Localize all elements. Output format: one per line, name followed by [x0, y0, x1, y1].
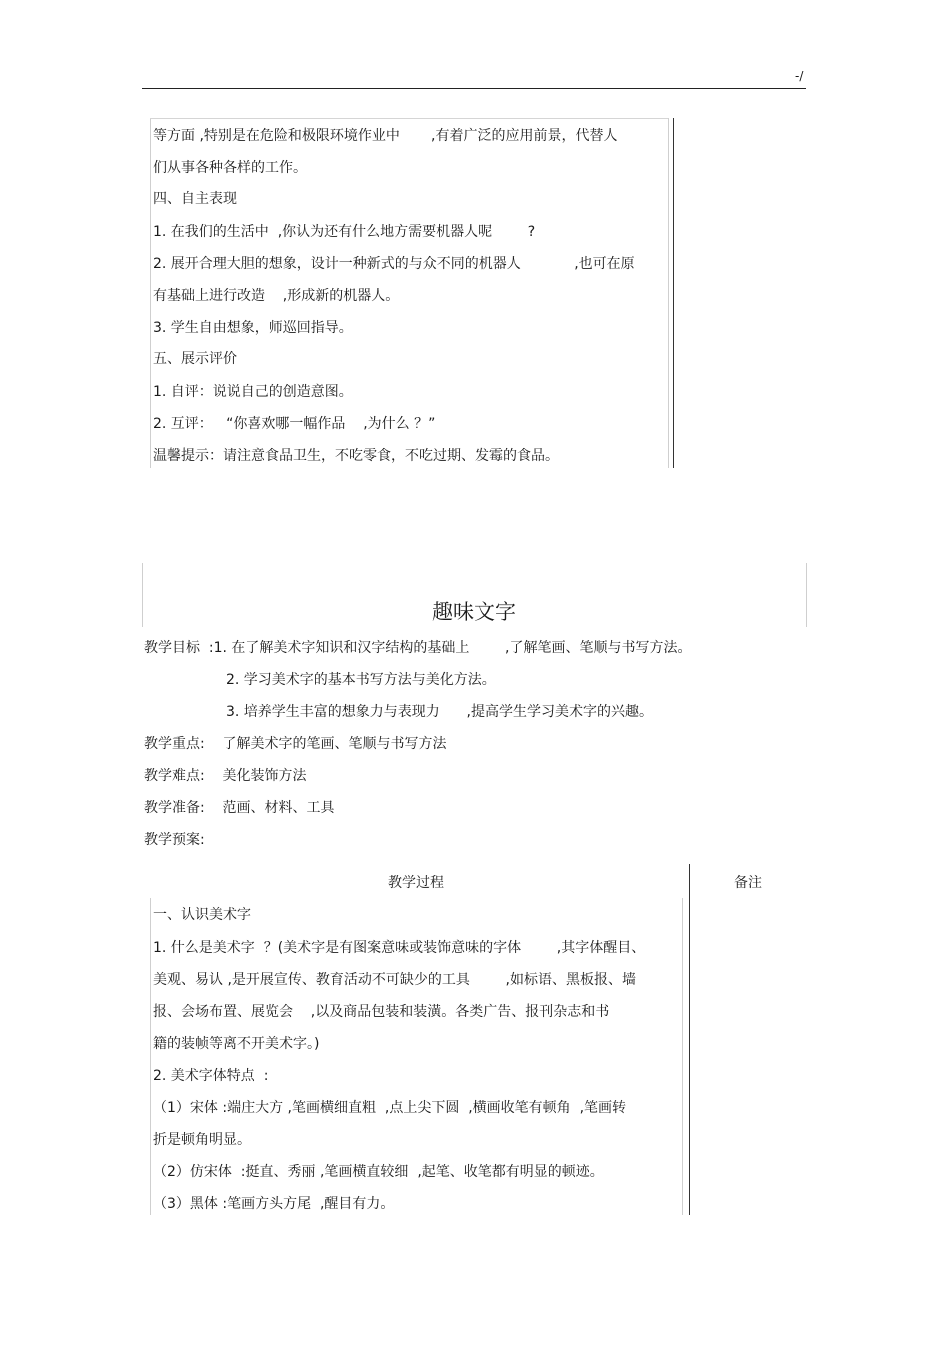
- text-line: 等方面 ,特别是在危险和极限环境作业中 ,有着广泛的应用前景，代替人: [153, 128, 618, 144]
- text-line: 1. 什么是美术字 ？(美术字是有图案意味或装饰意味的字体 ,其字体醒目、: [153, 940, 646, 956]
- text-line: 2. 互评： “你喜欢哪一幅作品 ,为什么 ？”: [153, 416, 436, 432]
- text-line: 1. 自评：说说自己的创造意图。: [153, 384, 353, 400]
- text-line: （1）宋体 :端庄大方 ,笔画横细直粗 ,点上尖下圆 ,横画收笔有顿角 ,笔画转: [153, 1100, 627, 1116]
- text-line: 折是顿角明显。: [153, 1132, 251, 1148]
- text-line: 1. 在我们的生活中 ,你认为还有什么地方需要机器人呢 ?: [153, 224, 536, 240]
- column-header-notes: 备注: [734, 875, 762, 891]
- page-mark: -/: [795, 69, 804, 83]
- lesson-title: 趣味文字: [432, 600, 516, 624]
- preparation: 教学准备: 范画、材料、工具: [144, 800, 335, 816]
- section1-inner-border: [668, 118, 669, 468]
- column-header-process: 教学过程: [388, 875, 444, 891]
- table-inner-border: [682, 898, 683, 1215]
- text-line: 2. 美术字体特点 :: [153, 1068, 269, 1084]
- section-heading: 五、展示评价: [153, 351, 237, 367]
- difficulties: 教学难点: 美化装饰方法: [144, 768, 307, 784]
- text-line: 有基础上进行改造 ,形成新的机器人。: [153, 288, 400, 304]
- objective-1: 教学目标 :1. 在了解美术字知识和汉字结构的基础上 ,了解笔画、笔顺与书写方法。: [144, 640, 692, 656]
- header-rule: [142, 88, 806, 89]
- section-heading: 四、自主表现: [153, 191, 237, 207]
- text-line: 报、会场布置、展览会 ,以及商品包装和装潢。各类广告、报刊杂志和书: [153, 1004, 610, 1020]
- text-line: （2）仿宋体 :挺直、秀丽 ,笔画横直较细 ,起笔、收笔都有明显的顿迹。: [153, 1164, 604, 1180]
- plan-label: 教学预案:: [144, 832, 205, 848]
- section-heading: 一、认识美术字: [153, 907, 251, 923]
- title-box-right: [806, 563, 807, 627]
- table-divider: [689, 864, 690, 1215]
- text-line: 籍的装帧等离不开美术字。): [153, 1036, 320, 1052]
- text-line: 温馨提示：请注意食品卫生，不吃零食，不吃过期、发霉的食品。: [153, 448, 559, 464]
- section1-top-border: [150, 118, 668, 119]
- objective-3: 3. 培养学生丰富的想象力与表现力 ,提高学生学习美术字的兴趣。: [226, 704, 653, 720]
- text-line: 2. 展开合理大胆的想象，设计一种新式的与众不同的机器人 ,也可在原: [153, 256, 635, 272]
- table-left-border: [150, 898, 151, 1215]
- key-points: 教学重点: 了解美术字的笔画、笔顺与书写方法: [144, 736, 447, 752]
- text-line: 3. 学生自由想象，师巡回指导。: [153, 320, 353, 336]
- text-line: （3）黑体 :笔画方头方尾 ,醒目有力。: [153, 1196, 395, 1212]
- section1-left-border: [150, 118, 151, 468]
- text-line: 美观、易认 ,是开展宣传、教育活动不可缺少的工具 ,如标语、黑板报、墙: [153, 972, 636, 988]
- text-line: 们从事各种各样的工作。: [153, 160, 307, 176]
- section1-right-border: [673, 118, 674, 468]
- objective-2: 2. 学习美术字的基本书写方法与美化方法。: [226, 672, 496, 688]
